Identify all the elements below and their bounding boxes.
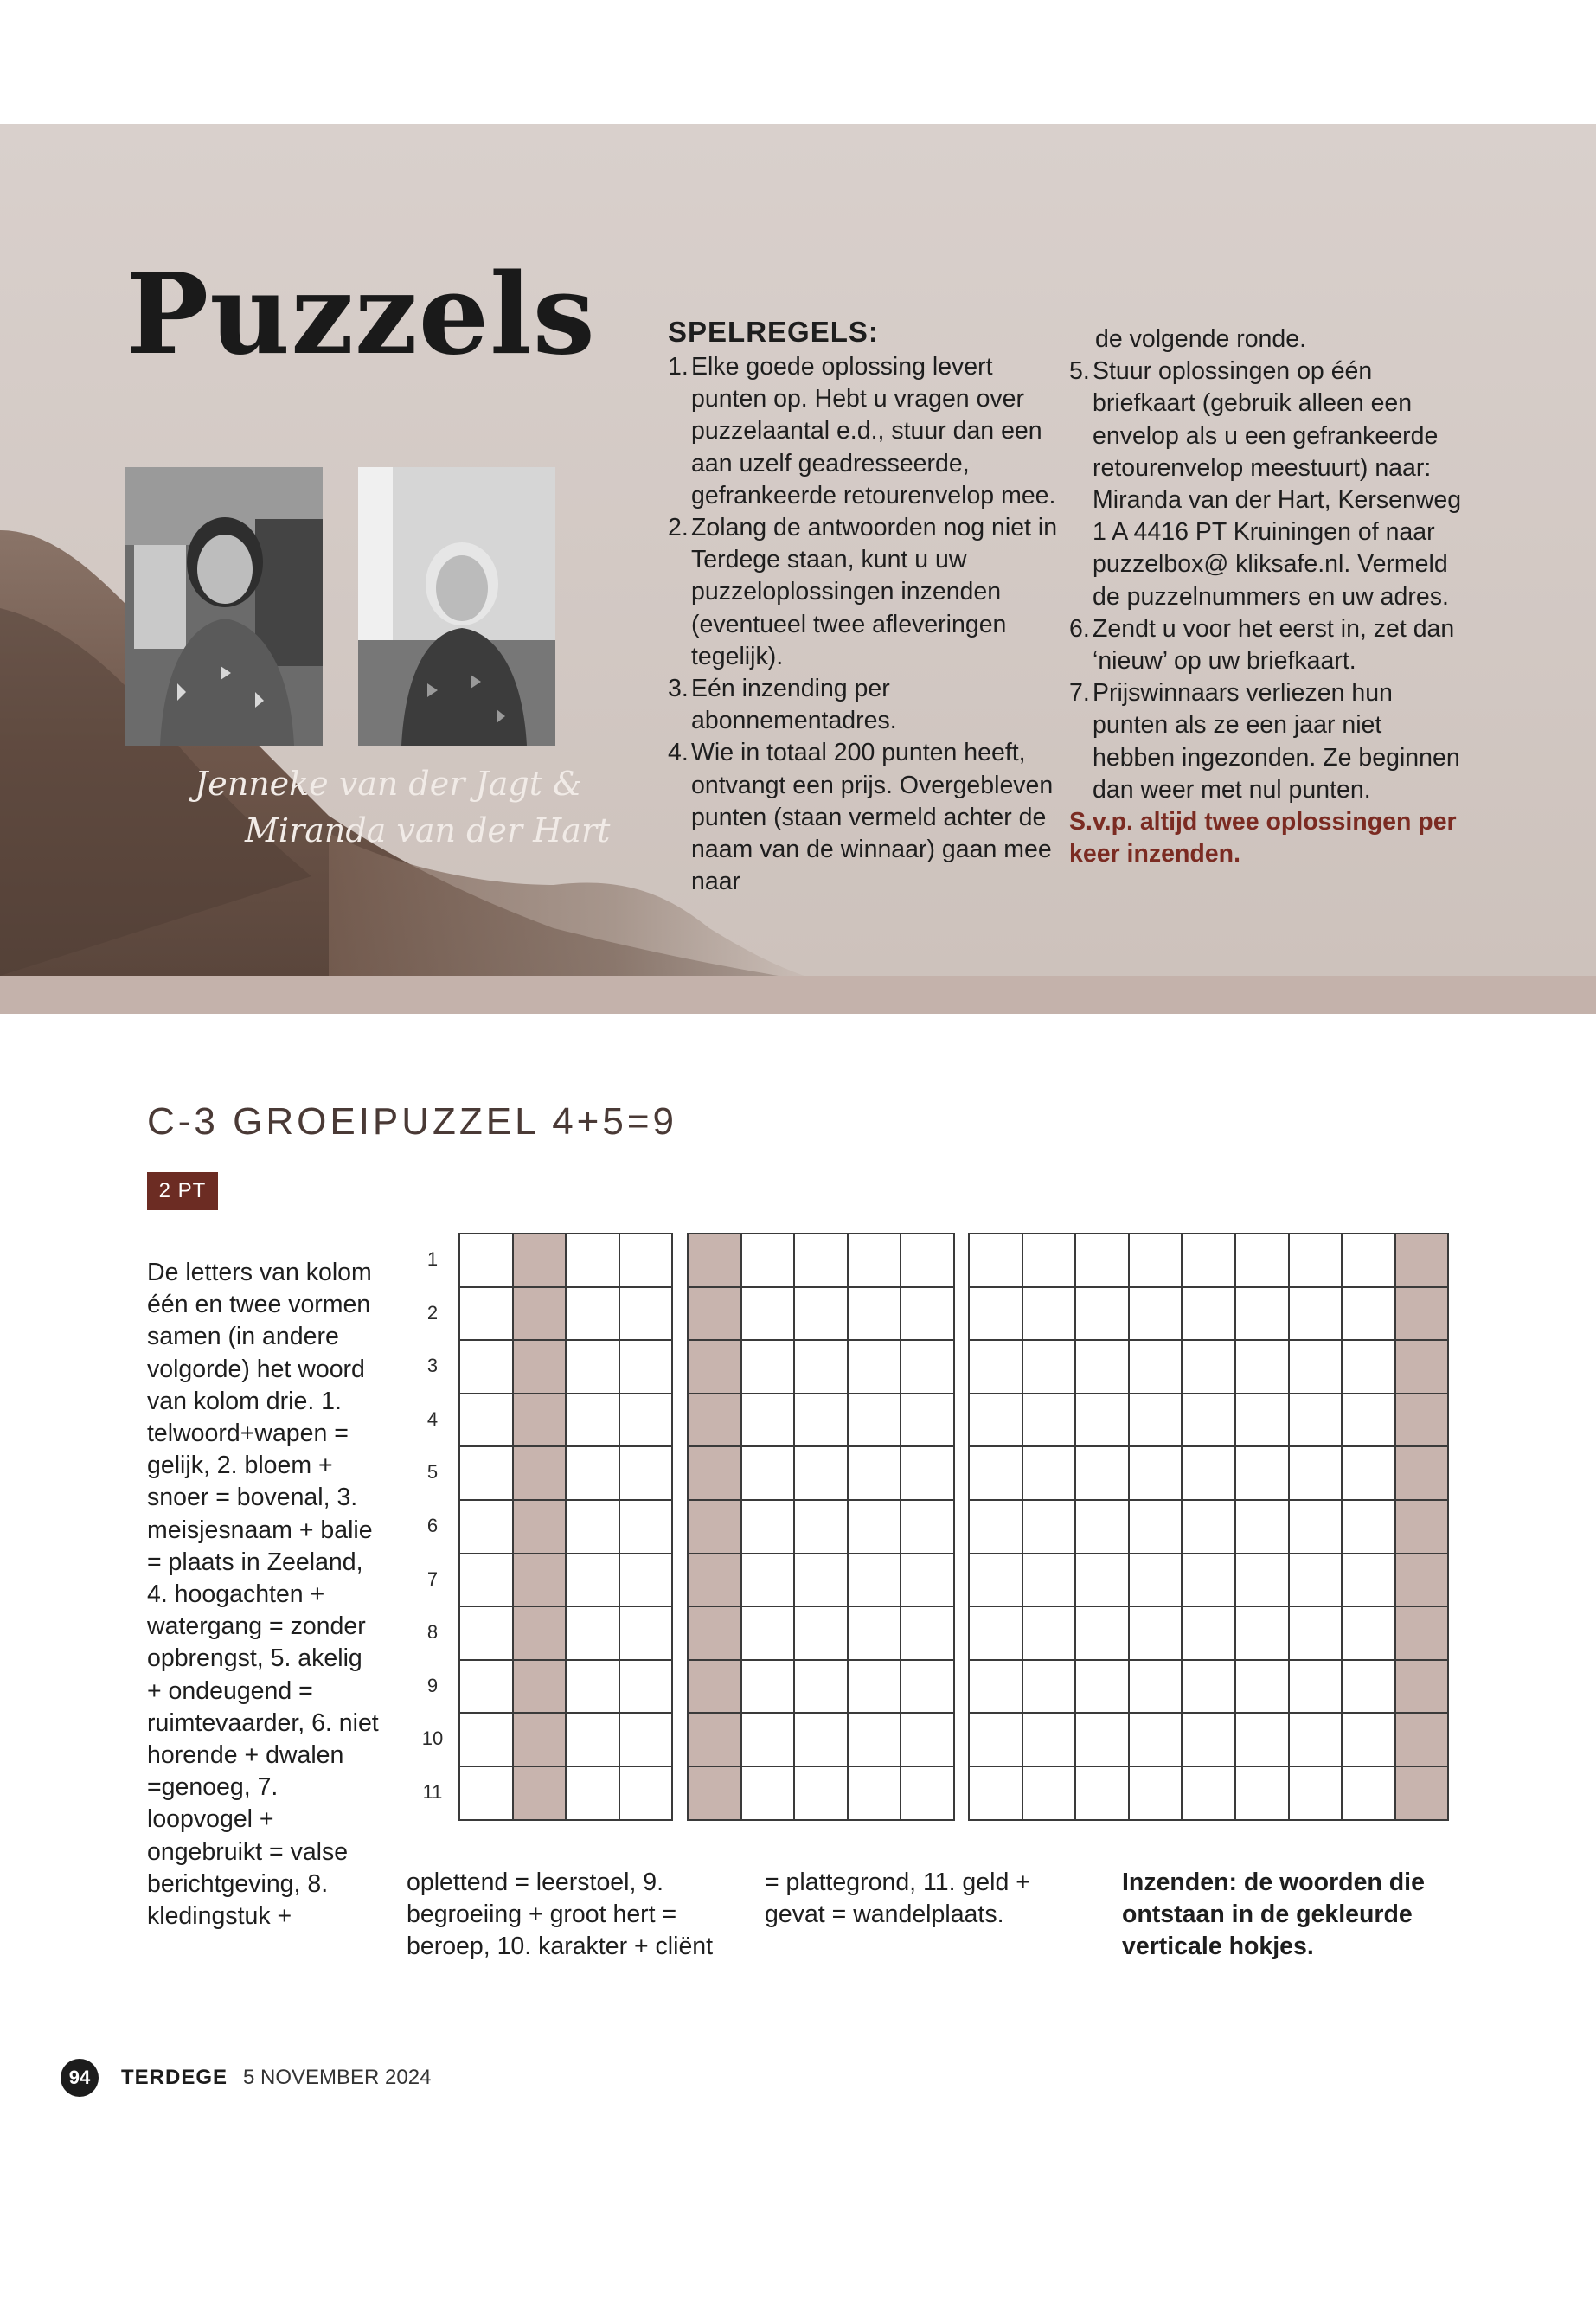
grid-cell[interactable]	[1236, 1607, 1290, 1661]
grid-cell[interactable]	[1183, 1394, 1236, 1448]
grid-cell[interactable]	[1076, 1714, 1130, 1767]
grid-cell[interactable]	[795, 1767, 849, 1821]
grid-cell[interactable]	[1290, 1501, 1343, 1554]
grid-cell[interactable]	[1023, 1661, 1077, 1715]
photo-credit-line2: Miranda van der Hart	[245, 811, 611, 849]
grid-cell[interactable]	[1236, 1767, 1290, 1821]
grid-cell[interactable]	[742, 1341, 796, 1394]
row-number: 9	[426, 1674, 439, 1696]
grid-cell[interactable]	[1290, 1554, 1343, 1608]
grid-cell[interactable]	[620, 1447, 674, 1501]
rule-text: Wie in totaal 200 punten heeft, ontvangt een prijs. Overgebleven punten (staan vermeld achter de naam van de winnaar) gaan mee naar	[691, 739, 1054, 896]
page-title: Puzzels	[125, 250, 596, 380]
grid-cell[interactable]	[970, 1234, 1023, 1288]
rule-item	[1069, 677, 1467, 806]
grid-cell[interactable]	[901, 1767, 955, 1821]
rule-text: Elke goede oplossing levert punten op. Hebt u vragen over puzzelaantal e.d., stuur dan een aan uzelf geadresseerde, gefrankeerde retourenvelop mee.	[691, 353, 1056, 510]
grid-cell-shaded[interactable]	[689, 1234, 742, 1288]
rule-item	[668, 351, 1066, 512]
word-grid-4-letters	[458, 1233, 673, 1821]
grid-cell[interactable]	[1183, 1234, 1236, 1288]
grid-cell[interactable]	[795, 1341, 849, 1394]
grid-cell[interactable]	[901, 1714, 955, 1767]
grid-cell[interactable]	[567, 1288, 620, 1342]
grid-cell[interactable]	[460, 1288, 514, 1342]
points-badge: 2 PT	[147, 1172, 218, 1210]
grid-cell[interactable]	[1236, 1714, 1290, 1767]
grid-cell[interactable]	[1236, 1501, 1290, 1554]
row-number: 5	[426, 1461, 439, 1484]
grid-cell[interactable]	[1343, 1341, 1396, 1394]
grid-cell[interactable]	[970, 1607, 1023, 1661]
grid-cell-shaded[interactable]	[689, 1714, 742, 1767]
grid-cell[interactable]	[567, 1394, 620, 1448]
grid-cell[interactable]	[1183, 1767, 1236, 1821]
grid-cell[interactable]	[795, 1394, 849, 1448]
row-number: 2	[426, 1301, 439, 1324]
grid-cell[interactable]	[1076, 1767, 1130, 1821]
row-number: 11	[422, 1781, 443, 1803]
grid-cell[interactable]	[1023, 1714, 1077, 1767]
rule-item	[1069, 613, 1467, 677]
grid-cell[interactable]	[1130, 1341, 1183, 1394]
rule-number: 4.	[668, 739, 689, 767]
grid-cell-shaded[interactable]	[514, 1714, 567, 1767]
grid-cell[interactable]	[1343, 1554, 1396, 1608]
grid-cell[interactable]	[1290, 1607, 1343, 1661]
grid-cell[interactable]	[1130, 1501, 1183, 1554]
grid-cell[interactable]	[742, 1501, 796, 1554]
grid-cell[interactable]	[1130, 1234, 1183, 1288]
grid-cell[interactable]	[970, 1341, 1023, 1394]
rule-text: Zolang de antwoorden nog niet in Terdege staan, kunt u uw puzzeloplossingen inzenden (eventueel twee afleveringen tegelijk).	[691, 514, 1058, 670]
grid-cell[interactable]	[567, 1714, 620, 1767]
row-number: 4	[426, 1407, 439, 1430]
grid-cell[interactable]	[795, 1661, 849, 1715]
grid-cell[interactable]	[567, 1607, 620, 1661]
grid-cell-shaded[interactable]	[1396, 1607, 1450, 1661]
grid-cell-shaded[interactable]	[514, 1607, 567, 1661]
grid-cell-shaded[interactable]	[689, 1288, 742, 1342]
grid-cell[interactable]	[1023, 1501, 1077, 1554]
grid-cell[interactable]	[849, 1447, 902, 1501]
grid-cell-shaded[interactable]	[514, 1234, 567, 1288]
rule-item	[668, 512, 1066, 673]
grid-cell[interactable]	[1130, 1394, 1183, 1448]
rule-text: Eén inzending per abonnementadres.	[691, 675, 897, 735]
grid-cell[interactable]	[620, 1554, 674, 1608]
grid-cell[interactable]	[1343, 1288, 1396, 1342]
grid-cell[interactable]	[1023, 1554, 1077, 1608]
grid-cell-shaded[interactable]	[689, 1501, 742, 1554]
grid-cell[interactable]	[1023, 1447, 1077, 1501]
grid-cell-shaded[interactable]	[1396, 1714, 1450, 1767]
grid-cell[interactable]	[460, 1234, 514, 1288]
grid-cell[interactable]	[620, 1288, 674, 1342]
grid-cell[interactable]	[970, 1501, 1023, 1554]
grid-cell[interactable]	[742, 1714, 796, 1767]
grid-cell-shaded[interactable]	[514, 1501, 567, 1554]
grid-cell[interactable]	[795, 1234, 849, 1288]
issue-date: 5 NOVEMBER 2024	[243, 2066, 432, 2089]
grid-cell[interactable]	[1290, 1394, 1343, 1448]
grid-cell[interactable]	[1236, 1447, 1290, 1501]
grid-cell[interactable]	[849, 1341, 902, 1394]
grid-cell[interactable]	[1183, 1661, 1236, 1715]
grid-cell[interactable]	[901, 1447, 955, 1501]
grid-cell[interactable]	[849, 1394, 902, 1448]
grid-cell-shaded[interactable]	[689, 1447, 742, 1501]
grid-cell[interactable]	[620, 1501, 674, 1554]
grid-cell-shaded[interactable]	[514, 1288, 567, 1342]
grid-cell[interactable]	[1183, 1554, 1236, 1608]
grid-cell[interactable]	[1343, 1447, 1396, 1501]
grid-cell-shaded[interactable]	[1396, 1288, 1450, 1342]
rule-text: Zendt u voor het eerst in, zet dan ‘nieuw’ op uw briefkaart.	[1093, 614, 1455, 676]
grid-cell[interactable]	[1076, 1234, 1130, 1288]
rules-note: S.v.p. altijd twee oplossingen per keer inzenden.	[1069, 808, 1457, 868]
grid-cell[interactable]	[901, 1234, 955, 1288]
row-number: 8	[426, 1621, 439, 1644]
grid-cell-shaded[interactable]	[514, 1394, 567, 1448]
grid-cell[interactable]	[620, 1661, 674, 1715]
grid-cell[interactable]	[620, 1767, 674, 1821]
grid-cell[interactable]	[1183, 1714, 1236, 1767]
grid-cell[interactable]	[795, 1607, 849, 1661]
grid-cell-shaded[interactable]	[1396, 1234, 1450, 1288]
grid-cell[interactable]	[1023, 1288, 1077, 1342]
grid-cell[interactable]	[1076, 1447, 1130, 1501]
grid-cell[interactable]	[1076, 1661, 1130, 1715]
rule-number: 6.	[1069, 614, 1090, 643]
grid-cell[interactable]	[970, 1714, 1023, 1767]
grid-cell[interactable]	[1343, 1767, 1396, 1821]
rule-text: Prijswinnaars verliezen hun punten als ze een jaar niet hebben ingezonden. Ze beginnen dan weer met nul punten.	[1093, 679, 1460, 804]
row-number: 3	[426, 1355, 439, 1377]
grid-cell[interactable]	[849, 1767, 902, 1821]
grid-cell[interactable]	[1183, 1288, 1236, 1342]
grid-cell[interactable]	[1130, 1767, 1183, 1821]
grid-cell[interactable]	[970, 1447, 1023, 1501]
grid-cell[interactable]	[460, 1767, 514, 1821]
grid-cell[interactable]	[901, 1394, 955, 1448]
grid-cell-shaded[interactable]	[1396, 1394, 1450, 1448]
grid-cell[interactable]	[1236, 1234, 1290, 1288]
grid-cell[interactable]	[849, 1607, 902, 1661]
grid-cell-shaded[interactable]	[514, 1554, 567, 1608]
grid-cell[interactable]	[1343, 1714, 1396, 1767]
grid-cell[interactable]	[567, 1554, 620, 1608]
grid-cell-shaded[interactable]	[689, 1767, 742, 1821]
grid-cell[interactable]	[970, 1554, 1023, 1608]
submit-instruction: Inzenden: de woorden die ontstaan in de gekleurde verticale hokjes.	[1122, 1868, 1425, 1961]
grid-cell[interactable]	[742, 1394, 796, 1448]
grid-cell[interactable]	[901, 1661, 955, 1715]
grid-cell[interactable]	[742, 1447, 796, 1501]
grid-cell-shaded[interactable]	[689, 1394, 742, 1448]
grid-cell[interactable]	[1290, 1767, 1343, 1821]
grid-cell[interactable]	[1236, 1661, 1290, 1715]
rule-item	[668, 737, 1066, 898]
grid-cell-shaded[interactable]	[1396, 1767, 1450, 1821]
rule-number: 2.	[668, 514, 689, 542]
grid-cell[interactable]	[567, 1447, 620, 1501]
rule-number: 3.	[668, 675, 689, 703]
grid-cell[interactable]	[1023, 1767, 1077, 1821]
grid-cell[interactable]	[1290, 1234, 1343, 1288]
grid-cell[interactable]	[1290, 1288, 1343, 1342]
grid-cell[interactable]	[1130, 1554, 1183, 1608]
grid-cell[interactable]	[742, 1554, 796, 1608]
word-grid-9-letters	[968, 1233, 1449, 1821]
grid-cell[interactable]	[901, 1341, 955, 1394]
photo-credit-line1: Jenneke van der Jagt &	[195, 765, 582, 803]
rule-item	[668, 673, 1066, 737]
grid-cell[interactable]	[742, 1288, 796, 1342]
grid-cell[interactable]	[620, 1714, 674, 1767]
grid-cell[interactable]	[1076, 1341, 1130, 1394]
grid-cell[interactable]	[1183, 1447, 1236, 1501]
grid-cell[interactable]	[970, 1394, 1023, 1448]
puzzle-clues-continued: oplettend = leerstoel, 9. begroeiing + groot hert = beroep, 10. karakter + cliënt	[407, 1868, 714, 1961]
grid-cell[interactable]	[901, 1607, 955, 1661]
page-footer	[61, 2059, 431, 2097]
rule-text: Stuur oplossingen op één briefkaart (gebruik alleen een envelop als u een gefrankeerde retourenvelop meestuurt) naar: Miranda van der Hart, Kersenweg 1 A 4416 PT Kruiningen of naar puzzelbox@ kliksafe.nl. Vermeld de puzzelnummers en uw adres.	[1093, 357, 1462, 611]
grid-cell-shaded[interactable]	[514, 1767, 567, 1821]
grid-cell[interactable]	[849, 1554, 902, 1608]
rules-column-2	[1069, 324, 1467, 870]
puzzle-intro-clues: De letters van kolom één en twee vormen samen (in andere volgorde) het woord van kolom drie. 1. telwoord+wapen = gelijk, 2. bloem + snoer = bovenal, 3. meisjesnaam + balie = plaats in Zeeland, 4. hoogachten + watergang = zonder opbrengst, 5. akelig + ondeugend = ruimtevaarder, 6. niet horende + dwalen =genoeg, 7. loopvogel + ongebruikt = valse berichtgeving, 8. kledingstuk +	[147, 1259, 379, 1931]
grid-cell-shaded[interactable]	[689, 1661, 742, 1715]
grid-cell[interactable]	[1130, 1661, 1183, 1715]
grid-cell[interactable]	[1236, 1341, 1290, 1394]
grid-cell[interactable]	[620, 1607, 674, 1661]
row-number: 1	[426, 1248, 439, 1270]
grid-cell[interactable]	[567, 1234, 620, 1288]
grid-cell[interactable]	[460, 1394, 514, 1448]
grid-cell[interactable]	[849, 1288, 902, 1342]
row-number: 7	[426, 1567, 439, 1590]
grid-cell[interactable]	[1076, 1394, 1130, 1448]
grid-cell[interactable]	[1023, 1341, 1077, 1394]
grid-cell[interactable]	[795, 1501, 849, 1554]
grid-cell[interactable]	[567, 1501, 620, 1554]
grid-cell[interactable]	[849, 1234, 902, 1288]
grid-cell-shaded[interactable]	[689, 1554, 742, 1608]
grid-cell[interactable]	[849, 1661, 902, 1715]
grid-cell-shaded[interactable]	[689, 1341, 742, 1394]
grid-cell[interactable]	[567, 1341, 620, 1394]
grid-cell[interactable]	[460, 1607, 514, 1661]
grid-cell[interactable]	[460, 1341, 514, 1394]
grid-cell-shaded[interactable]	[514, 1661, 567, 1715]
rule-number: 5.	[1069, 357, 1090, 386]
grid-cell[interactable]	[1183, 1501, 1236, 1554]
grid-cell[interactable]	[1130, 1447, 1183, 1501]
grid-cell[interactable]	[795, 1714, 849, 1767]
puzzle-title: C-3 GROEIPUZZEL 4+5=9	[147, 1100, 678, 1143]
grid-cell[interactable]	[742, 1607, 796, 1661]
grid-cell[interactable]	[795, 1447, 849, 1501]
rule-number: 7.	[1069, 679, 1090, 708]
grid-cell[interactable]	[1236, 1554, 1290, 1608]
grid-cell-shaded[interactable]	[1396, 1661, 1450, 1715]
grid-cell[interactable]	[567, 1661, 620, 1715]
grid-cell-shaded[interactable]	[1396, 1341, 1450, 1394]
grid-cell[interactable]	[620, 1341, 674, 1394]
grid-cell[interactable]	[1076, 1607, 1130, 1661]
grid-cell[interactable]	[1343, 1234, 1396, 1288]
magazine-name: TERDEGE	[121, 2066, 228, 2089]
grid-cell[interactable]	[460, 1501, 514, 1554]
grid-cell[interactable]	[742, 1767, 796, 1821]
rule-number: 1.	[668, 353, 689, 381]
grid-cell[interactable]	[849, 1714, 902, 1767]
grid-cell[interactable]	[1183, 1341, 1236, 1394]
grid-cell[interactable]	[567, 1767, 620, 1821]
grid-cell[interactable]	[1023, 1607, 1077, 1661]
header-bottom-strip	[0, 976, 1596, 1014]
rules-heading: SPELREGELS:	[668, 316, 879, 348]
grid-cell-shaded[interactable]	[514, 1447, 567, 1501]
word-grid-5-letters	[687, 1233, 955, 1821]
grid-cell[interactable]	[970, 1288, 1023, 1342]
grid-cell[interactable]	[1236, 1288, 1290, 1342]
grid-cell[interactable]	[620, 1234, 674, 1288]
grid-cell-shaded[interactable]	[1396, 1501, 1450, 1554]
grid-cell[interactable]	[970, 1767, 1023, 1821]
grid-cell[interactable]	[742, 1661, 796, 1715]
grid-cell[interactable]	[1343, 1661, 1396, 1715]
page-number: 94	[61, 2059, 99, 2097]
grid-cell[interactable]	[795, 1554, 849, 1608]
grid-cell[interactable]	[460, 1714, 514, 1767]
grid-cell[interactable]	[1236, 1394, 1290, 1448]
grid-cell[interactable]	[901, 1288, 955, 1342]
grid-cell[interactable]	[460, 1661, 514, 1715]
grid-cell[interactable]	[1076, 1554, 1130, 1608]
grid-cell[interactable]	[1290, 1447, 1343, 1501]
grid-cell[interactable]	[742, 1234, 796, 1288]
grid-cell[interactable]	[1343, 1394, 1396, 1448]
grid-cell[interactable]	[1130, 1607, 1183, 1661]
grid-cell[interactable]	[1130, 1714, 1183, 1767]
grid-cell-shaded[interactable]	[1396, 1447, 1450, 1501]
grid-cell[interactable]	[1343, 1501, 1396, 1554]
grid-cell[interactable]	[1183, 1607, 1236, 1661]
grid-cell[interactable]	[1023, 1234, 1077, 1288]
grid-cell[interactable]	[1343, 1607, 1396, 1661]
grid-cell[interactable]	[1290, 1714, 1343, 1767]
row-number: 10	[421, 1727, 444, 1750]
rule-item	[1069, 356, 1467, 613]
grid-cell[interactable]	[795, 1288, 849, 1342]
grid-cell[interactable]	[620, 1394, 674, 1448]
grid-cell[interactable]	[1023, 1394, 1077, 1448]
row-number: 6	[426, 1515, 439, 1536]
grid-cell[interactable]	[901, 1554, 955, 1608]
grid-cell[interactable]	[1130, 1288, 1183, 1342]
rule-continuation: de volgende ronde.	[1095, 325, 1307, 353]
grid-cell[interactable]	[1076, 1501, 1130, 1554]
grid-cell[interactable]	[1076, 1288, 1130, 1342]
photo-miranda	[358, 467, 555, 746]
grid-cell[interactable]	[1290, 1661, 1343, 1715]
grid-cell[interactable]	[970, 1661, 1023, 1715]
grid-cell[interactable]	[460, 1447, 514, 1501]
grid-cell[interactable]	[1290, 1341, 1343, 1394]
grid-cell[interactable]	[849, 1501, 902, 1554]
photo-jenneke	[125, 467, 323, 746]
grid-cell[interactable]	[460, 1554, 514, 1608]
rules-column-1	[668, 315, 1066, 898]
grid-cell-shaded[interactable]	[514, 1341, 567, 1394]
grid-cell-shaded[interactable]	[689, 1607, 742, 1661]
grid-cell[interactable]	[901, 1501, 955, 1554]
grid-cell-shaded[interactable]	[1396, 1554, 1450, 1608]
puzzle-clues-end: = plattegrond, 11. geld + gevat = wandelplaats.	[765, 1868, 1030, 1929]
